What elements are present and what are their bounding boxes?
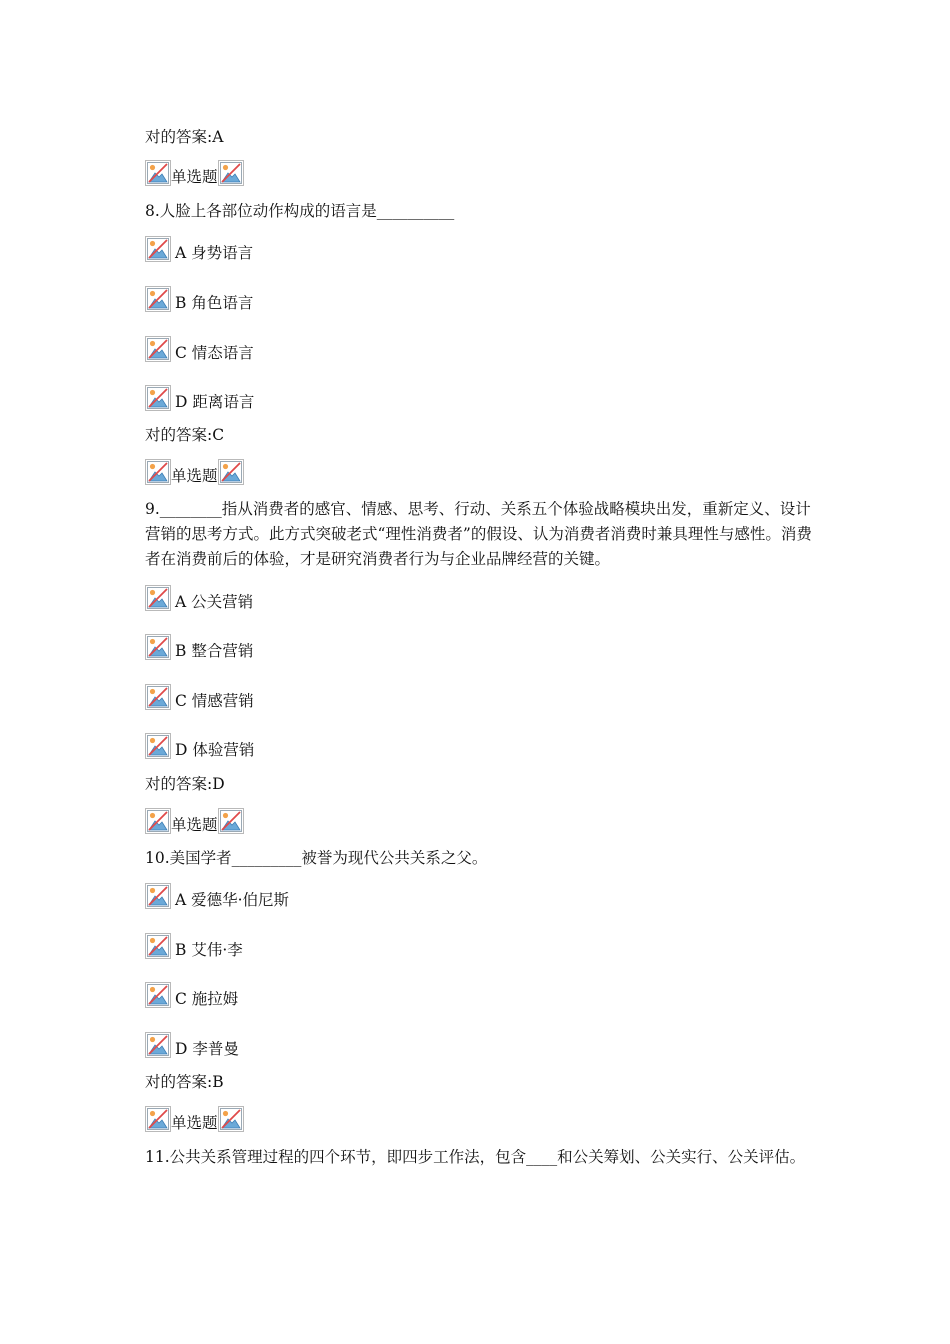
option-q10-a[interactable] [145, 883, 289, 913]
option-q10-b[interactable] [145, 933, 243, 963]
broken-image-icon [218, 1106, 244, 1132]
question-type-q9 [145, 459, 244, 489]
option-q9-b[interactable] [145, 634, 253, 664]
broken-image-icon [145, 459, 171, 485]
option-q8-b[interactable] [145, 286, 253, 316]
broken-image-icon [145, 634, 171, 660]
question-10: 10.美国学者_________被誉为现代公共关系之父。 [145, 849, 488, 867]
question-11: 11.公共关系管理过程的四个环节，即四步工作法，包含____和公关筹划、公关实行、公关评估。 [145, 1148, 806, 1166]
option-q9-a[interactable] [145, 585, 253, 615]
broken-image-icon [145, 982, 171, 1008]
broken-image-icon [145, 160, 171, 186]
broken-image-icon [145, 933, 171, 959]
option-label: B 整合营销 [175, 642, 254, 660]
broken-image-icon [218, 459, 244, 485]
option-q9-d[interactable] [145, 733, 254, 763]
option-label: D 体验营销 [175, 741, 255, 759]
option-label: B 角色语言 [175, 294, 254, 312]
broken-image-icon [145, 336, 171, 362]
question-type-label: 单选题 [171, 1114, 218, 1132]
question-9: 9.________指从消费者的感官、情感、思考、行动、关系五个体验战略模块出发，重新定义、设计营销的思考方式。此方式突破老式“理性消费者”的假设、认为消费者消费时兼具理性与感性。消费者在消费前后的体验，才是研究消费者行为与企业品牌经营的关键。 [145, 500, 812, 568]
option-q10-d[interactable] [145, 1032, 239, 1062]
broken-image-icon [145, 585, 171, 611]
option-label: D 李普曼 [175, 1040, 239, 1058]
broken-image-icon [145, 808, 171, 834]
option-q8-a[interactable] [145, 236, 253, 266]
option-q8-d[interactable] [145, 385, 254, 415]
option-label: C 情感营销 [175, 692, 254, 710]
answer-q9: 对的答案:D [145, 775, 225, 793]
option-label: D 距离语言 [175, 393, 255, 411]
question-type-q8 [145, 160, 244, 190]
option-label: A 爱德华·伯尼斯 [175, 891, 290, 909]
broken-image-icon [218, 160, 244, 186]
question-8: 8.人脸上各部位动作构成的语言是__________ [145, 202, 455, 220]
option-label: C 情态语言 [175, 344, 254, 362]
broken-image-icon [145, 684, 171, 710]
question-type-q10 [145, 808, 244, 838]
question-type-label: 单选题 [171, 816, 218, 834]
question-type-label: 单选题 [171, 467, 218, 485]
broken-image-icon [145, 385, 171, 411]
broken-image-icon [145, 236, 171, 262]
answer-q7: 对的答案:A [145, 128, 224, 146]
broken-image-icon [145, 1106, 171, 1132]
broken-image-icon [145, 1032, 171, 1058]
option-q9-c[interactable] [145, 684, 254, 714]
option-label: A 公关营销 [175, 593, 254, 611]
option-q8-c[interactable] [145, 336, 254, 366]
answer-q10: 对的答案:B [145, 1073, 224, 1091]
question-type-label: 单选题 [171, 168, 218, 186]
broken-image-icon [145, 733, 171, 759]
broken-image-icon [145, 883, 171, 909]
option-label: A 身势语言 [175, 244, 254, 262]
answer-q8: 对的答案:C [145, 426, 225, 444]
broken-image-icon [218, 808, 244, 834]
broken-image-icon [145, 286, 171, 312]
option-q10-c[interactable] [145, 982, 238, 1012]
option-label: B 艾伟·李 [175, 941, 243, 959]
option-label: C 施拉姆 [175, 990, 239, 1008]
question-type-q11 [145, 1106, 244, 1136]
